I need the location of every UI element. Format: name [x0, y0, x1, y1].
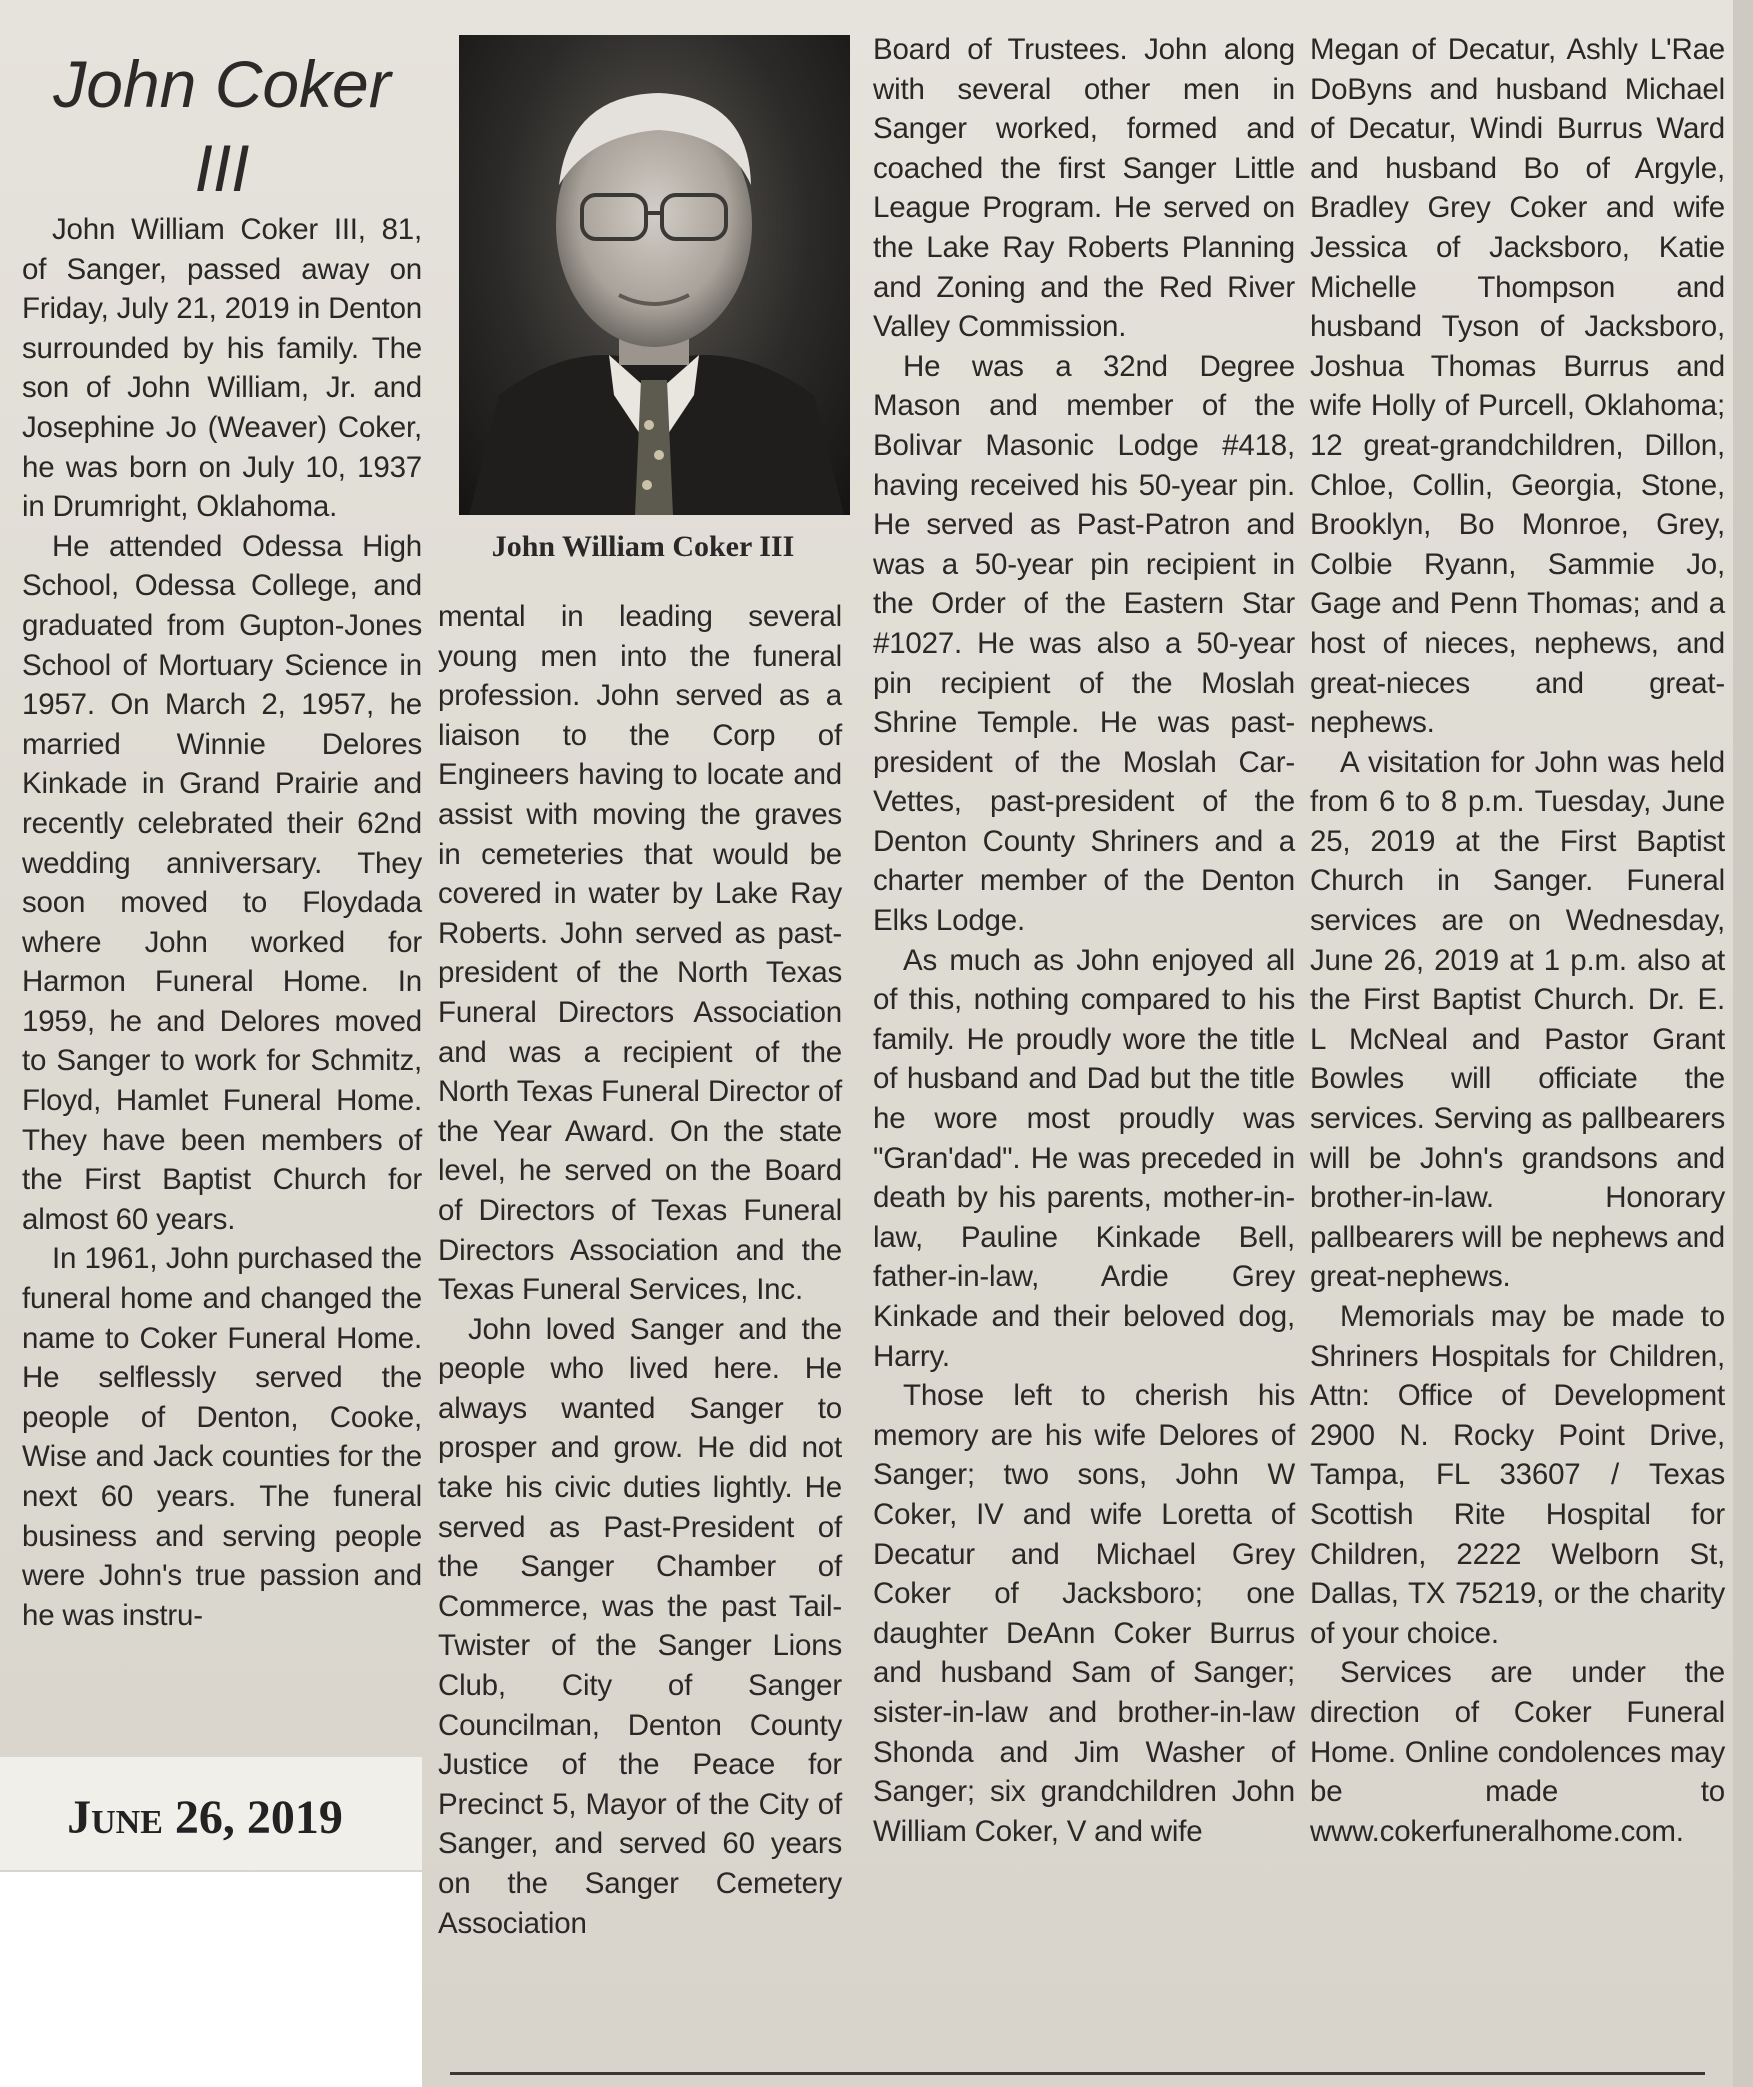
date-banner: June 26, 2019 [67, 1791, 343, 1844]
paragraph: Memorials may be made to Shriners Hospitals for Children, Attn: Office of Development 2900 N. Rocky Point Drive, Tampa, FL 33607 / Texas Scottish Rite Hospital for Children, 2222 Welborn St, Dallas, TX 75219, or the charity of your choice. [1310, 1300, 1725, 1650]
paragraph: In 1961, John purchased the funeral home and changed the name to Coker Funeral Home. He selflessly served the people of Denton, Cooke, Wise and Jack counties for the next 60 years. The funeral business and serving people were John's true passion and he was instru- [22, 1242, 422, 1632]
paragraph: Those left to cherish his memory are his wife Delores of Sanger; two sons, John W Coker, IV and wife Loretta of Decatur and Michael Grey Coker of Jacksboro; one daughter DeAnn Coker Burrus and husband Sam of Sanger; sister-in-law and brother-in-law Shonda and Jim Washer of Sanger; six grandchildren John William Coker, V and wife [873, 1379, 1295, 1848]
portrait-photo [459, 35, 850, 515]
paragraph: As much as John enjoyed all of this, nothing compared to his family. He proudly wore the title of husband and Dad but the title he wore most proudly was "Gran'dad". He was preceded in death by his parents, mother-in-law, Pauline Kinkade Bell, father-in-law, Ardie Grey Kinkade and their beloved dog, Harry. [873, 943, 1295, 1373]
portrait-illustration [459, 35, 850, 515]
column-3 [873, 30, 1295, 1851]
column-2 [438, 597, 842, 1943]
bottom-rule [450, 2072, 1705, 2075]
paragraph: John loved Sanger and the people who lived here. He always wanted Sanger to prosper and grow. He did not take his civic duties lightly. He served as Past-President of the Sanger Chamber of Commerce, was the past Tail-Twister of the Sanger Lions Club, City of Sanger Councilman, Denton County Justice of the Peace for Precinct 5, Mayor of the City of Sanger, and served 60 years on the Sanger Cemetery Association [438, 1312, 842, 1940]
paragraph: A visitation for John was held from 6 to 8 p.m. Tuesday, June 25, 2019 at the First Baptist Church in Sanger. Funeral services are on Wednesday, June 26, 2019 at 1 p.m. also at the First Baptist Church. Dr. E. L McNeal and Pastor Grant Bowles will officiate the services. Serving as pallbearers will be John's grandsons and brother-in-law. Honorary pallbearers will be nephews and great-nephews. [1310, 745, 1725, 1294]
paragraph: Board of Trustees. John along with several other men in Sanger worked, formed and coached the first Sanger Little League Program. He served on the Lake Ray Roberts Planning and Zoning and the Red River Valley Commission. [873, 33, 1295, 344]
obituary-title: John Coker III [53, 47, 391, 205]
photo-caption: John William Coker III [491, 530, 795, 563]
paragraph: He attended Odessa High School, Odessa College, and graduated from Gupton-Jones School of Mortuary Science in 1957. On March 2, 1957, he married Winnie Delores Kinkade in Grand Prairie and recently celebrated their 62nd wedding anniversary. They soon moved to Floydada where John worked for Harmon Funeral Home. In 1959, he and Delores moved to Sanger to work for Schmitz, Floyd, Hamlet Funeral Home. They have been members of the First Baptist Church for almost 60 years. [22, 529, 422, 1236]
paragraph: Services are under the direction of Coker Funeral Home. Online condolences may be made to www.cokerfuneralhome.com. [1310, 1656, 1725, 1848]
paragraph: John William Coker III, 81, of Sanger, passed away on Friday, July 21, 2019 in Denton surrounded by his family. The son of John William, Jr. and Josephine Jo (Weaver) Coker, he was born on July 10, 1937 in Drumright, Oklahoma. [22, 213, 422, 524]
column-1 [22, 210, 422, 1635]
page-edge [1733, 0, 1753, 2087]
paragraph: mental in leading several young men into the funeral profession. John served as a liaison to the Corp of Engineers having to locate and assist with moving the graves in cemeteries that would be covered in water by Lake Ray Roberts. John served as past-president of the North Texas Funeral Directors Association and was a recipient of the North Texas Funeral Director of the Year Award. On the state level, he served on the Board of Directors of Texas Funeral Directors Association and the Texas Funeral Services, Inc. [438, 600, 842, 1307]
paragraph: Megan of Decatur, Ashly L'Rae DoByns and husband Michael of Decatur, Windi Burrus Ward and husband Bo of Argyle, Bradley Grey Coker and wife Jessica of Jacksboro, Katie Michelle Thompson and husband Tyson of Jacksboro, Joshua Thomas Burrus and wife Holly of Purcell, Oklahoma; 12 great-grandchildren, Dillon, Chloe, Collin, Georgia, Stone, Brooklyn, Bo Monroe, Grey, Colbie Ryann, Sammie Jo, Gage and Penn Thomas; and a host of nieces, nephews, and great-nieces and great-nephews. [1310, 33, 1725, 740]
blank-area [0, 1872, 422, 2087]
paragraph: He was a 32nd Degree Mason and member of the Bolivar Masonic Lodge #418, having received his 50-year pin. He served as Past-Patron and was a 50-year pin recipient in the Order of the Eastern Star #1027. He was also a 50-year pin recipient of the Moslah Shrine Temple. He was past-president of the Moslah Car-Vettes, past-president of the Denton County Shriners and a charter member of the Denton Elks Lodge. [873, 349, 1295, 938]
column-4 [1310, 30, 1725, 1851]
